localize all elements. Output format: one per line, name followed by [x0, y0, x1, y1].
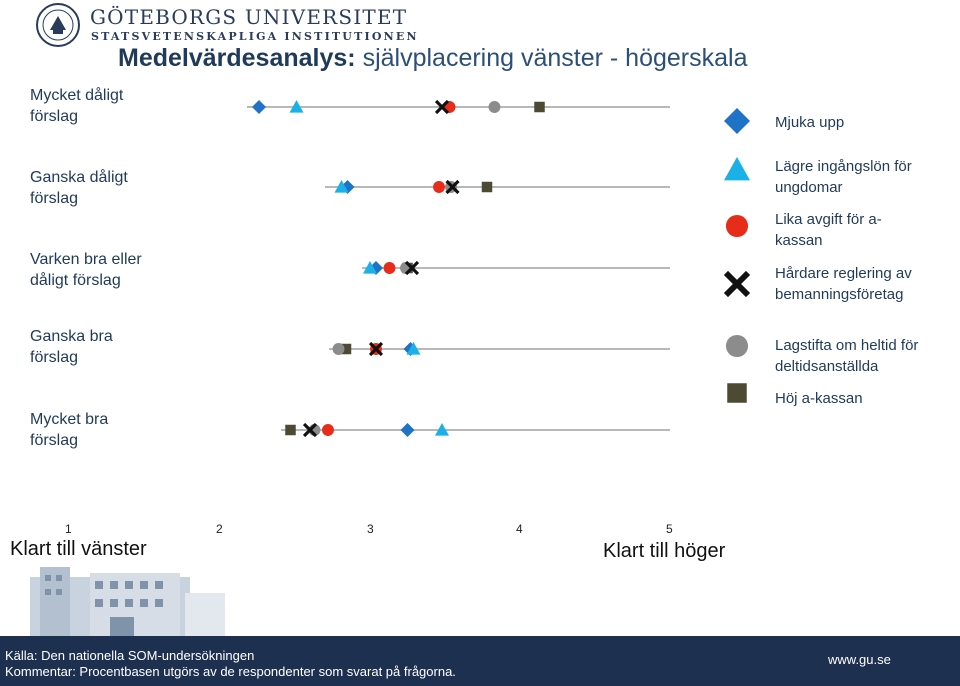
- title-normal: självplacering vänster - högerskala: [355, 44, 748, 72]
- department-name: STATSVETENSKAPLIGA INSTITUTIONEN: [91, 30, 419, 43]
- legend-marker-6: [727, 383, 747, 403]
- legend-markers: [724, 108, 750, 403]
- title-bold: Medelvärdesanalys:: [118, 44, 356, 72]
- legend-marker-2: [724, 157, 750, 180]
- point-square-s6-r5: [285, 425, 296, 436]
- y-label-mycket-daligt: Mycket dåligt förslag: [30, 87, 124, 125]
- university-name: GÖTEBORGS UNIVERSITET: [90, 5, 408, 29]
- x-tick-3: 3: [367, 522, 374, 536]
- legend-marker-3: [726, 215, 748, 237]
- y-label-ganska-daligt: Ganska dåligt förslag: [30, 169, 128, 207]
- y-label-mycket-bra: Mycket bra förslag: [30, 411, 109, 449]
- point-circle-s5-r1: [489, 101, 501, 113]
- legend-label-hoj-a-kassan: Höj a-kassan: [775, 390, 863, 407]
- footer-website: www.gu.se: [828, 652, 891, 667]
- y-label-varken: Varken bra eller dåligt förslag: [30, 251, 142, 289]
- footer-source: Källa: Den nationella SOM-undersökningen: [5, 648, 255, 663]
- legend-label-hardare-reglering: Hårdare reglering av bemanningsföretag: [775, 265, 912, 303]
- gridlines: [247, 107, 670, 430]
- point-circle-s5-r4: [333, 343, 345, 355]
- x-tick-4: 4: [516, 522, 523, 536]
- x-tick-1: 1: [65, 522, 72, 536]
- legend-label-lagre-ingangslon: Lägre ingångslön för ungdomar: [775, 158, 912, 196]
- point-circle-s3-r3: [384, 262, 396, 274]
- x-tick-5: 5: [666, 522, 673, 536]
- x-right-label: Klart till höger: [603, 540, 726, 562]
- point-circle-s3-r5: [322, 424, 334, 436]
- point-square-s6-r2: [482, 182, 493, 193]
- legend-label-lika-avgift: Lika avgift för a-kassan: [775, 211, 882, 249]
- point-square-s6-r1: [534, 102, 545, 113]
- legend-label-mjuka-upp: Mjuka upp: [775, 114, 845, 131]
- point-circle-s3-r2: [433, 181, 445, 193]
- legend-label-lagstifta-heltid: Lagstifta om heltid för deltidsanställda: [775, 337, 919, 375]
- y-label-ganska-bra: Ganska bra förslag: [30, 328, 113, 366]
- x-left-label: Klart till vänster: [10, 538, 147, 560]
- x-tick-2: 2: [216, 522, 223, 536]
- legend-marker-1: [724, 108, 750, 134]
- building-image: [0, 565, 330, 637]
- point-diamond-s1-r5: [401, 423, 415, 437]
- legend-marker-5: [726, 335, 748, 357]
- footer-comment: Kommentar: Procentbasen utgörs av de respondenter som svarat på frågorna.: [5, 664, 456, 679]
- point-diamond-s1-r1: [252, 100, 266, 114]
- legend-marker-4: [726, 273, 748, 295]
